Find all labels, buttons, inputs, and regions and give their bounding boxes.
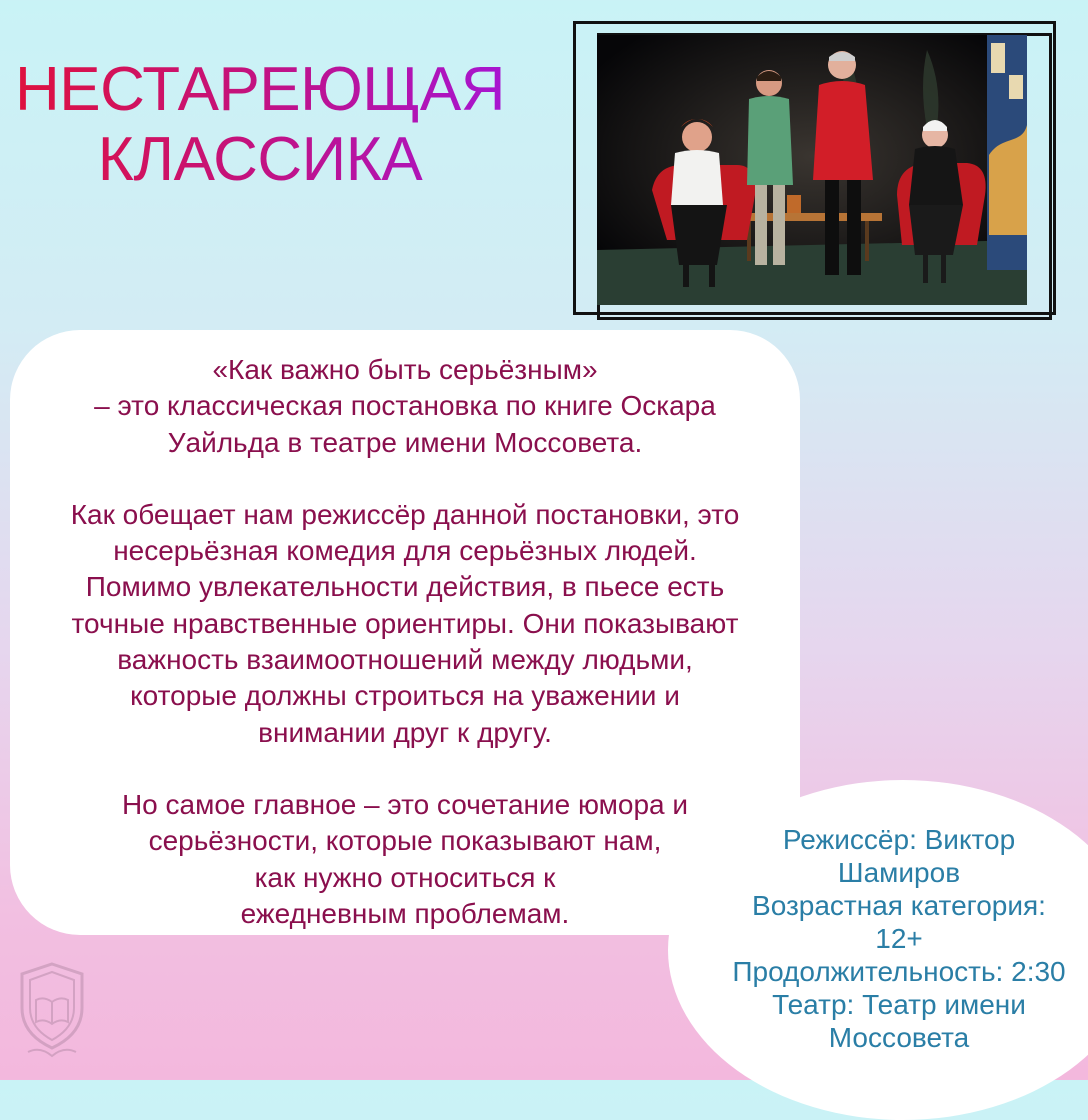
description-line: Помимо увлекательности действия, в пьесе есть [85, 571, 725, 603]
info-age-value: 12+ [875, 923, 923, 954]
description-line: важность взаимоотношений между людьми, [117, 644, 693, 676]
description-line: как нужно относиться к [254, 861, 556, 893]
info-block [706, 823, 1088, 1054]
description-line: Уайльда в театре имени Моссовета. [167, 426, 643, 458]
description-paragraph-2 [10, 497, 800, 751]
description-line: Но самое главное – это сочетание юмора и [121, 788, 689, 820]
description-card [10, 330, 800, 935]
title-line-1: НЕСТАРЕЮЩАЯ [14, 55, 506, 124]
description-line: Как обещает нам режиссёр данной постановки, это [70, 498, 740, 530]
description-line: ежедневным проблемам. [240, 897, 570, 929]
info-theatre-name: Моссовета [828, 1022, 970, 1053]
description-line: серьёзности, которые показывают нам, [148, 825, 662, 857]
info-duration: Продолжительность: 2:30 [732, 956, 1066, 987]
poster-title [0, 55, 520, 195]
stage-photo [597, 35, 1027, 305]
description-line: «Как важно быть серьёзным» [212, 354, 598, 385]
description-line: – это классическая постановка по книге Оскара [94, 390, 716, 422]
info-director: Режиссёр: Виктор [782, 824, 1016, 855]
description-paragraph-1 [10, 352, 800, 461]
description-line: несерьёзная комедия для серьёзных людей. [113, 535, 697, 567]
title-line-2: КЛАССИКА [97, 125, 423, 194]
info-theatre: Театр: Театр имени [772, 989, 1026, 1020]
description-line: внимании друг к другу. [258, 716, 552, 748]
shield-book-logo-icon [16, 960, 88, 1060]
info-age-label: Возрастная категория: [752, 890, 1046, 921]
description-line: точные нравственные ориентиры. Они показывают [71, 607, 739, 639]
info-director-name: Шамиров [837, 857, 961, 888]
description-line: которые должны строиться на уважении и [130, 680, 680, 712]
